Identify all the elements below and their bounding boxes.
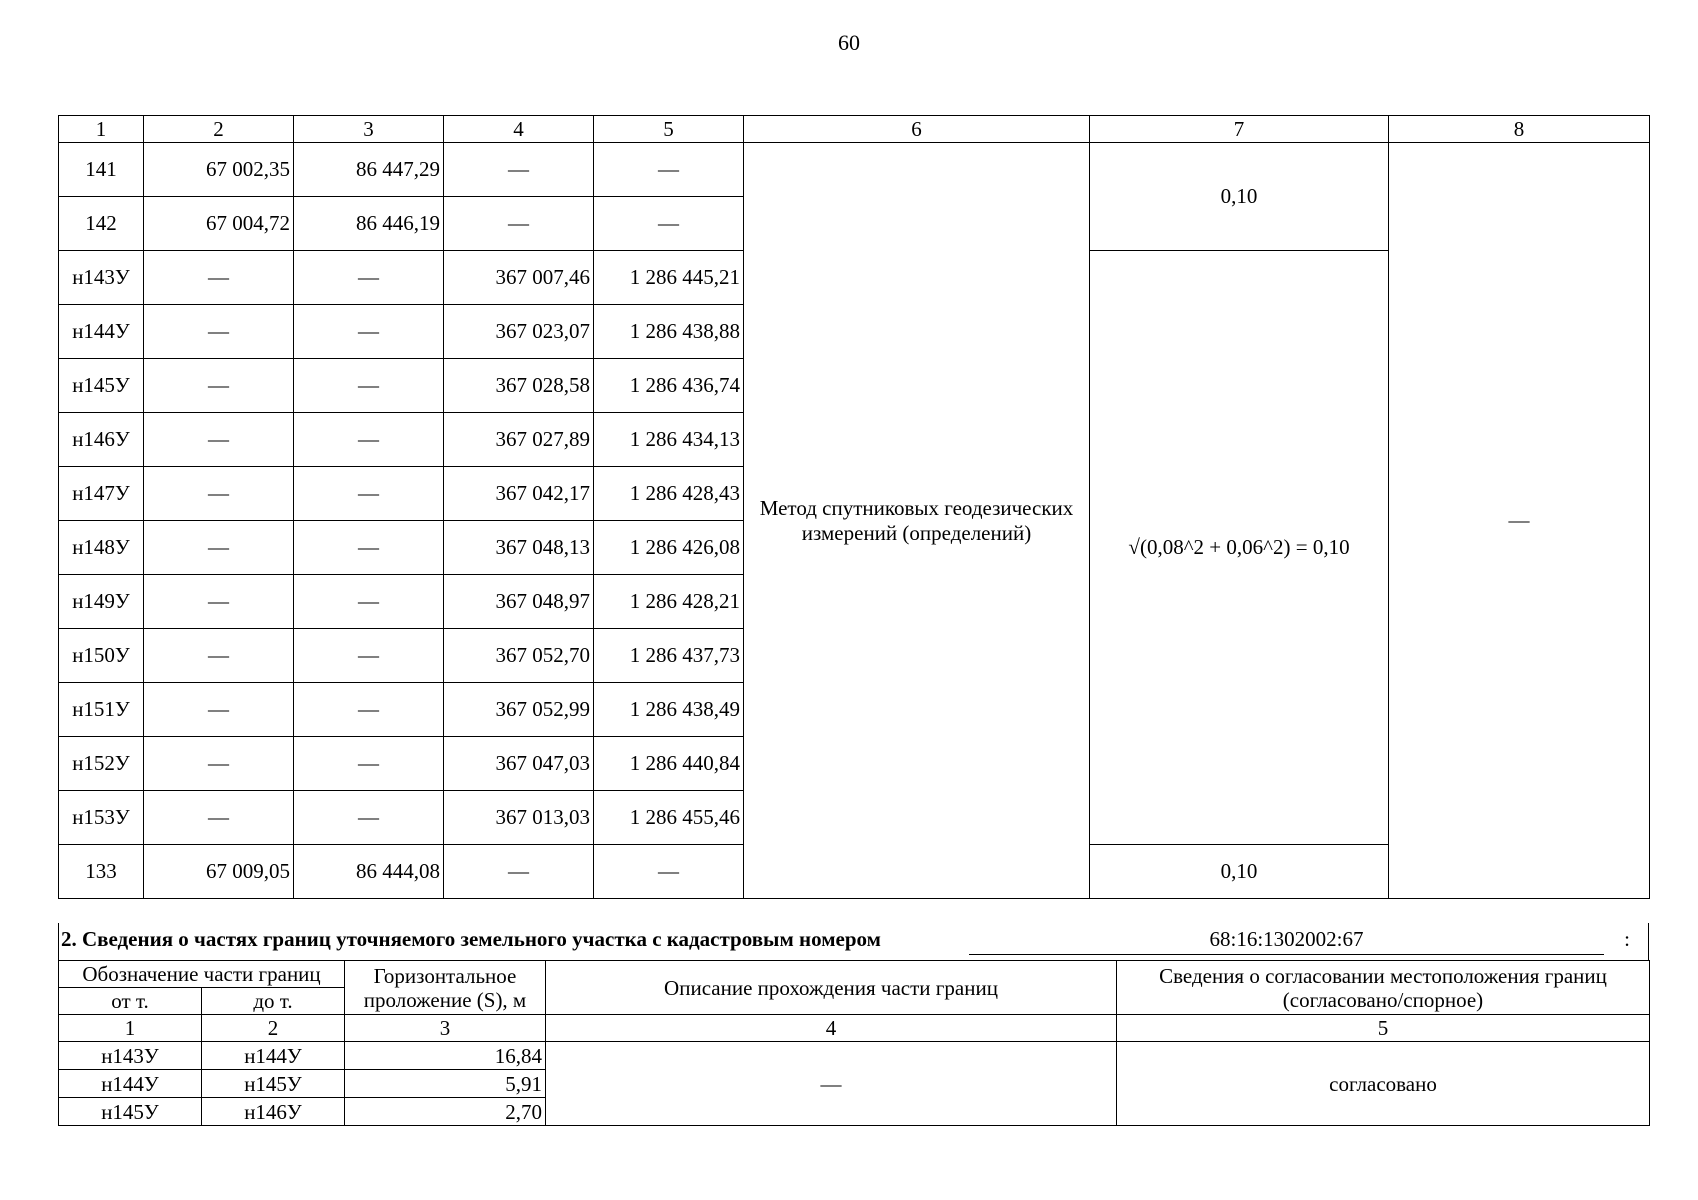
cell-y-new: 1 286 455,46 [594, 791, 744, 845]
cell-y-new: 1 286 436,74 [594, 359, 744, 413]
cell-y-old: 86 444,08 [294, 845, 444, 899]
col-number: 3 [345, 1015, 546, 1042]
col-number: 2 [202, 1015, 345, 1042]
col-number: 8 [1389, 116, 1650, 143]
point-name: н144У [59, 305, 144, 359]
cell-x-old: — [144, 521, 294, 575]
cell-x-new: — [444, 197, 594, 251]
cell-y-new: 1 286 426,08 [594, 521, 744, 575]
cell-y-old: — [294, 521, 444, 575]
col-number: 4 [444, 116, 594, 143]
cell-x-old: — [144, 791, 294, 845]
accuracy-formula: √(0,08^2 + 0,06^2) = 0,10 [1090, 251, 1389, 845]
col-number: 2 [144, 116, 294, 143]
table-row [59, 1042, 1650, 1070]
cell-x-new: 367 007,46 [444, 251, 594, 305]
cell-y-old: — [294, 359, 444, 413]
cell-y-new: 1 286 437,73 [594, 629, 744, 683]
col8-cell: — [1389, 143, 1650, 899]
cell-y-old: — [294, 629, 444, 683]
to-point: н145У [202, 1070, 345, 1098]
col-number: 5 [594, 116, 744, 143]
cell-x-new: 367 023,07 [444, 305, 594, 359]
col-number: 1 [59, 116, 144, 143]
point-name: н150У [59, 629, 144, 683]
cell-x-new: 367 028,58 [444, 359, 594, 413]
col-number: 1 [59, 1015, 202, 1042]
cell-y-new: 1 286 445,21 [594, 251, 744, 305]
cell-y-old: 86 447,29 [294, 143, 444, 197]
cell-y-old: — [294, 467, 444, 521]
accuracy-top: 0,10 [1090, 143, 1389, 251]
cell-y-new: — [594, 143, 744, 197]
cell-x-old: — [144, 737, 294, 791]
cell-x-new: 367 042,17 [444, 467, 594, 521]
header-row [59, 961, 1650, 988]
cell-x-new: 367 047,03 [444, 737, 594, 791]
table-row [59, 143, 1650, 197]
cell-y-old: — [294, 305, 444, 359]
cell-y-new: 1 286 438,88 [594, 305, 744, 359]
cell-y-new: 1 286 428,21 [594, 575, 744, 629]
point-name: н146У [59, 413, 144, 467]
header-horizontal: Горизонтальное проложение (S), м [345, 961, 546, 1015]
accuracy-bottom: 0,10 [1090, 845, 1389, 899]
point-name: 133 [59, 845, 144, 899]
to-point: н146У [202, 1098, 345, 1126]
method-cell: Метод спутниковых геодезических измерений (определений) [744, 143, 1090, 899]
page-number: 60 [838, 30, 860, 55]
cell-y-new: 1 286 434,13 [594, 413, 744, 467]
cell-y-new: — [594, 845, 744, 899]
point-name: н151У [59, 683, 144, 737]
point-name: н152У [59, 737, 144, 791]
cell-x-new: — [444, 143, 594, 197]
header-to: до т. [202, 988, 345, 1015]
section2-colon: : [1624, 927, 1630, 951]
cell-y-new: 1 286 428,43 [594, 467, 744, 521]
description-cell: — [546, 1042, 1117, 1126]
col-number: 7 [1090, 116, 1389, 143]
cell-x-new: — [444, 845, 594, 899]
cell-x-new: 367 048,97 [444, 575, 594, 629]
cell-y-new: — [594, 197, 744, 251]
point-name: н149У [59, 575, 144, 629]
to-point: н144У [202, 1042, 345, 1070]
horizontal-distance: 5,91 [345, 1070, 546, 1098]
cell-x-old: — [144, 359, 294, 413]
cell-x-old: — [144, 305, 294, 359]
cell-y-new: 1 286 438,49 [594, 683, 744, 737]
cell-x-old: — [144, 575, 294, 629]
cell-x-old: — [144, 467, 294, 521]
cadastral-number: 68:16:1302002:67 [969, 927, 1604, 955]
cell-x-new: 367 013,03 [444, 791, 594, 845]
cell-y-old: 86 446,19 [294, 197, 444, 251]
cell-x-new: 367 048,13 [444, 521, 594, 575]
col-number: 4 [546, 1015, 1117, 1042]
cell-y-old: — [294, 251, 444, 305]
col-number: 3 [294, 116, 444, 143]
from-point: н145У [59, 1098, 202, 1126]
cell-x-new: 367 027,89 [444, 413, 594, 467]
cell-x-old: 67 002,35 [144, 143, 294, 197]
header-agreement: Сведения о согласовании местоположения границ (согласовано/спорное) [1117, 961, 1650, 1015]
cell-x-old: 67 009,05 [144, 845, 294, 899]
cell-y-new: 1 286 440,84 [594, 737, 744, 791]
point-name: н145У [59, 359, 144, 413]
cell-x-old: — [144, 251, 294, 305]
cell-x-old: — [144, 629, 294, 683]
point-name: 142 [59, 197, 144, 251]
cell-y-old: — [294, 413, 444, 467]
header-from: от т. [59, 988, 202, 1015]
cell-x-new: 367 052,99 [444, 683, 594, 737]
coordinates-table [58, 115, 1650, 899]
from-point: н143У [59, 1042, 202, 1070]
cell-y-old: — [294, 575, 444, 629]
col-number: 6 [744, 116, 1090, 143]
cell-x-new: 367 052,70 [444, 629, 594, 683]
horizontal-distance: 2,70 [345, 1098, 546, 1126]
header-designation: Обозначение части границ [59, 961, 345, 988]
point-name: н147У [59, 467, 144, 521]
cell-x-old: — [144, 413, 294, 467]
cell-y-old: — [294, 737, 444, 791]
point-name: н153У [59, 791, 144, 845]
header-description: Описание прохождения части границ [546, 961, 1117, 1015]
cell-x-old: — [144, 683, 294, 737]
point-name: н148У [59, 521, 144, 575]
cell-x-old: 67 004,72 [144, 197, 294, 251]
cell-y-old: — [294, 791, 444, 845]
section2-title: 2. Сведения о частях границ уточняемого земельного участка с кадастровым номером [61, 927, 881, 951]
col-number: 5 [1117, 1015, 1650, 1042]
from-point: н144У [59, 1070, 202, 1098]
cell-y-old: — [294, 683, 444, 737]
header-row [59, 116, 1650, 143]
boundary-parts-table [58, 960, 1650, 1126]
point-name: н143У [59, 251, 144, 305]
agreement-cell: согласовано [1117, 1042, 1650, 1126]
section2-header [58, 923, 1649, 961]
point-name: 141 [59, 143, 144, 197]
column-number-row [59, 1015, 1650, 1042]
horizontal-distance: 16,84 [345, 1042, 546, 1070]
